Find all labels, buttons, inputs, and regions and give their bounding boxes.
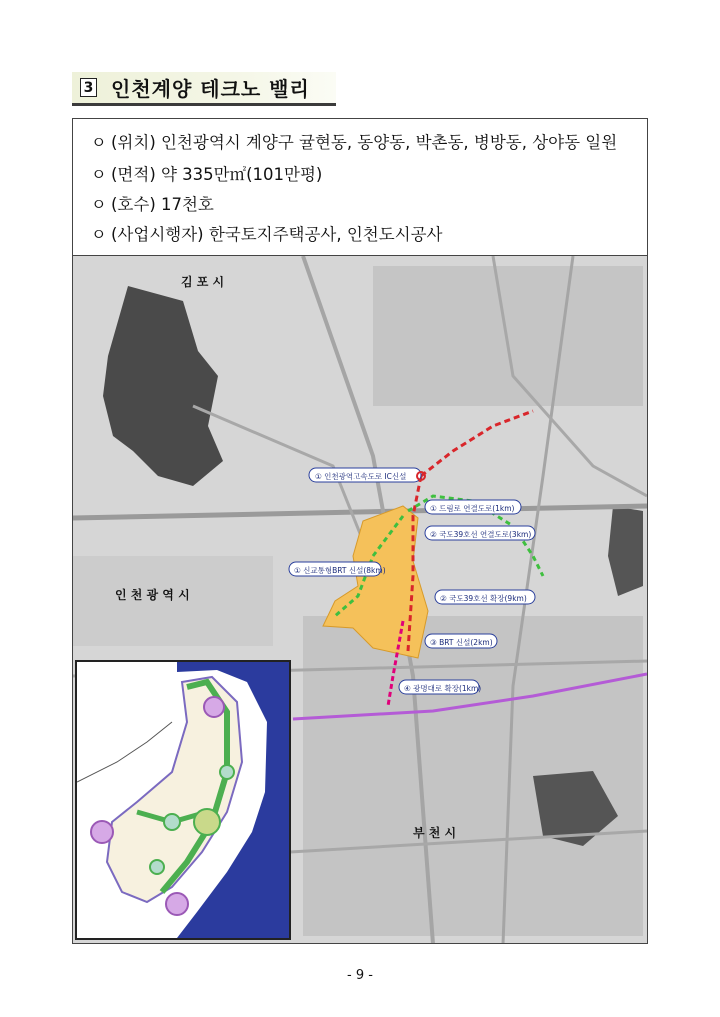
info-text: (호수) 17천호 <box>111 195 214 214</box>
callout-route39-expand <box>435 590 535 604</box>
svg-text:① 신교통형BRT 신설(8km): ① 신교통형BRT 신설(8km) <box>294 566 386 575</box>
info-item-units <box>91 191 214 215</box>
info-text: (면적) 약 335만㎡(101만평) <box>111 165 323 184</box>
svg-text:③ BRT 신설(2km): ③ BRT 신설(2km) <box>430 638 493 647</box>
info-text: (위치) 인천광역시 계양구 귤현동, 동양동, 박촌동, 병방동, 상야동 일원 <box>111 133 618 152</box>
callout-brt-new <box>289 562 386 576</box>
callout-dreamro <box>425 500 521 514</box>
bullet-icon: ㅇ <box>91 225 107 244</box>
place-label-gimpo: 김 포 시 <box>181 275 225 289</box>
bullet-icon: ㅇ <box>91 195 107 214</box>
info-item-developer <box>91 221 442 245</box>
info-list <box>73 119 647 255</box>
svg-text:② 국도39호선 연결도로(3km): ② 국도39호선 연결도로(3km) <box>430 530 532 539</box>
info-text: (사업시행자) 한국토지주택공사, 인천도시공사 <box>111 225 443 244</box>
section-title-bar <box>72 72 336 106</box>
callout-brt-2km <box>425 634 497 648</box>
info-item-location <box>91 129 617 153</box>
section-title: 인천계양 테크노 밸리 <box>111 77 310 101</box>
site-plan-svg <box>77 662 289 938</box>
page-number: - 9 - <box>347 968 373 983</box>
section-number: 3 <box>80 78 97 97</box>
callout-gwangmyeong <box>399 680 481 694</box>
callout-ic <box>309 468 421 482</box>
place-label-bucheon: 부 천 시 <box>413 826 457 840</box>
place-label-incheon: 인 천 광 역 시 <box>115 588 190 602</box>
svg-text:① 드림로 연결도로(1km): ① 드림로 연결도로(1km) <box>430 504 515 513</box>
callout-route39-link <box>425 526 535 540</box>
bullet-icon: ㅇ <box>91 165 107 184</box>
svg-text:① 인천광역고속도로 IC신설: ① 인천광역고속도로 IC신설 <box>315 472 407 481</box>
site-plan-inset <box>75 660 291 940</box>
bullet-icon: ㅇ <box>91 133 107 152</box>
svg-text:④ 광명대로 확장(1km): ④ 광명대로 확장(1km) <box>404 684 482 693</box>
location-map <box>73 255 647 943</box>
info-box <box>72 118 648 944</box>
info-item-area <box>91 161 322 185</box>
svg-text:② 국도39호선 확장(9km): ② 국도39호선 확장(9km) <box>440 594 527 603</box>
